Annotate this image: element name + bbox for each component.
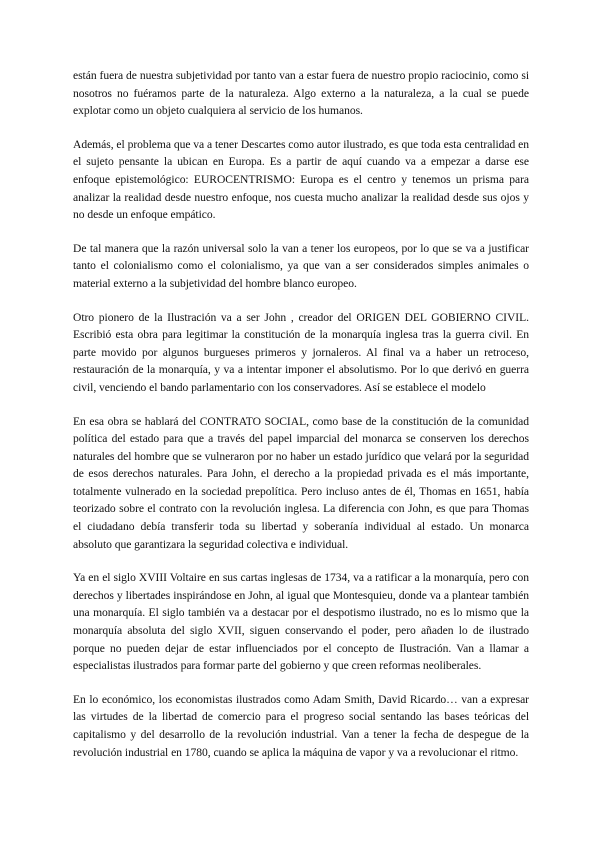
document-page <box>73 67 529 761</box>
paragraph-5: En esa obra se hablará del CONTRATO SOCIAL, como base de la constitución de la comunidad política del estado para que a través del papel imparcial del monarca se conserven los derechos naturales del hombre que se vulneraron por no haber un estado jurídico que velará por la seguridad de esos derechos naturales. Para John, el derecho a la propiedad privada es el más importante, totalmente vulnerado en la sociedad prepolítica. Pero incluso antes de él, Thomas en 1651, había teorizado sobre el contrato con la revolución inglesa. La diferencia con John, es que para Thomas el ciudadano debía transferir toda su libertad y soberanía individual al estado. Un monarca absoluto que garantizara la seguridad colectiva e individual. <box>73 414 529 551</box>
paragraph-6: Ya en el siglo XVIII Voltaire en sus cartas inglesas de 1734, va a ratificar a la monarquía, pero con derechos y libertades inspirándose en John, al igual que Montesquieu, donde va a plantear también una monarquía. El siglo también va a destacar por el despotismo ilustrado, no es lo mismo que la monarquía absoluta del siglo XVII, siguen conservando el poder, pero añaden lo de ilustrado porque no pueden dejar de estar influenciados por el concepto de Ilustración. Van a llamar a especialistas ilustrados para formar parte del gobierno y que creen reformas neoliberales. <box>73 571 529 673</box>
paragraph-3: De tal manera que la razón universal solo la van a tener los europeos, por lo que se va a justificar tanto el colonialismo como el colonialismo, ya que van a ser considerados simples animales o material externo a la subjetividad del hombre blanco europeo. <box>73 241 529 290</box>
paragraph-7: En lo económico, los economistas ilustrados como Adam Smith, David Ricardo… van a expresar las virtudes de la libertad de comercio para el progreso social sentando las bases teóricas del capitalismo y del desarrollo de la revolución industrial. Van a tener la fecha de despegue de la revolución industrial en 1780, cuando se aplica la máquina de vapor y va a revolucionar el ritmo. <box>73 692 529 759</box>
paragraph-1: están fuera de nuestra subjetividad por tanto van a estar fuera de nuestro propio raciocinio, como si nosotros no fuéramos parte de la naturaleza. Algo externo a la naturaleza, a la cual se puede explotar como un objeto cualquiera al servicio de los humanos. <box>73 69 529 118</box>
paragraph-2: Además, el problema que va a tener Descartes como autor ilustrado, es que toda esta centralidad en el sujeto pensante la ubican en Europa. Es a partir de aquí cuando va a empezar a darse ese enfoque epistemológico: EUROCENTRISMO: Europa es el centro y tenemos un prisma para analizar la realidad desde nuestro enfoque, nos cuesta mucho analizar la realidad desde sus ojos y no desde un enfoque empático. <box>73 137 529 222</box>
paragraph-4: Otro pionero de la Ilustración va a ser John , creador del ORIGEN DEL GOBIERNO CIVIL. Escribió esta obra para legitimar la constitución de la monarquía inglesa tras la guerra civil. En parte movido por algunos burgueses primeros y jornaleros. Al final va a haber un retroceso, restauración de la monarquía, y va a intentar imponer el absolutismo. Por lo que derivó en guerra civil, venciendo el bando parlamentario con los conservadores. Así se establece el modelo <box>73 310 529 394</box>
